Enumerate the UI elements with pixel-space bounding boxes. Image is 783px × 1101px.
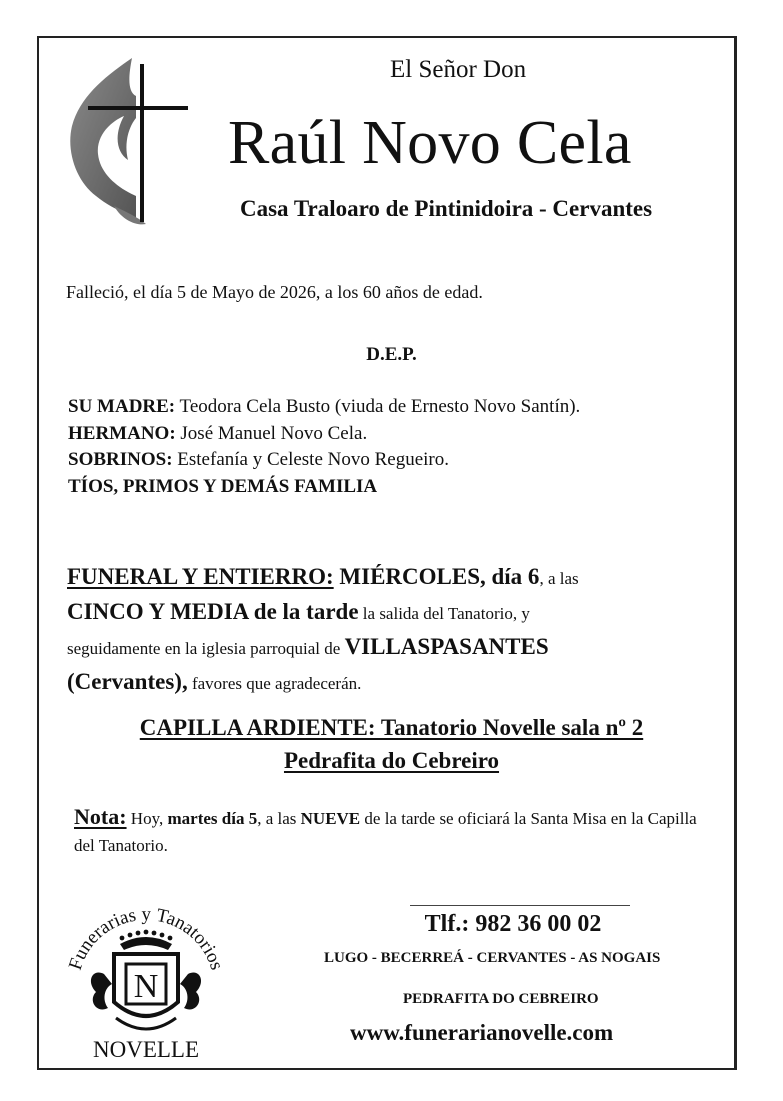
death-notice: Falleció, el día 5 de Mayo de 2026, a los 60 años de edad. bbox=[66, 282, 483, 302]
funeral-time: CINCO Y MEDIA de la tarde bbox=[67, 599, 359, 624]
note-label: Nota: bbox=[74, 804, 127, 829]
phone: Tlf.: 982 36 00 02 bbox=[424, 911, 602, 937]
note-text-2: , a las bbox=[257, 809, 301, 828]
chapel-line-2: Pedrafita do Cebreiro bbox=[283, 748, 500, 773]
funeral-day: MIÉRCOLES bbox=[333, 564, 480, 589]
funeral-line-4 bbox=[67, 665, 707, 700]
family-list bbox=[68, 394, 580, 500]
funeral-place-2: (Cervantes), bbox=[67, 669, 188, 694]
family-mother-value: Teodora Cela Busto (viuda de Ernesto Novo Santín). bbox=[175, 396, 581, 417]
note-day: martes día 5 bbox=[167, 809, 258, 828]
cities: LUGO - BECERREÁ - CERVANTES - AS NOGAIS bbox=[324, 950, 661, 966]
funeral-line-1 bbox=[67, 560, 707, 595]
family-brother-value: José Manuel Novo Cela. bbox=[175, 422, 368, 444]
deceased-name: Raúl Novo Cela bbox=[228, 109, 632, 177]
cross-flame-icon bbox=[66, 56, 191, 226]
family-nephews-label: SOBRINOS: bbox=[68, 449, 173, 470]
dep-text: D.E.P. bbox=[366, 344, 417, 365]
funeral-text-2: la salida del Tanatorio, y bbox=[358, 604, 530, 623]
website-link[interactable]: www.funerarianovelle.com bbox=[350, 1020, 614, 1045]
family-brother-label: HERMANO: bbox=[68, 422, 176, 444]
funeral-text-3: seguidamente en la iglesia parroquial de bbox=[67, 639, 345, 658]
funeral-line-2 bbox=[67, 595, 707, 630]
funeral-date: día 6 bbox=[491, 564, 540, 589]
funeral-place: VILLASPASANTES bbox=[344, 634, 549, 659]
chapel-line-1: CAPILLA ARDIENTE: Tanatorio Novelle sala nº 2 bbox=[139, 715, 644, 740]
note-time: NUEVE bbox=[300, 809, 361, 828]
family-nephews-value: Estefanía y Celeste Novo Regueiro. bbox=[172, 449, 450, 470]
phone-rule bbox=[410, 905, 630, 906]
funeral-info bbox=[67, 560, 707, 700]
seal-arc-text: Funerarias y Tanatorios bbox=[64, 903, 228, 973]
town: PEDRAFITA DO CEBREIRO bbox=[403, 991, 599, 1007]
residence: Casa Traloaro de Pintinidoira - Cervantes bbox=[240, 196, 653, 221]
funeral-text-4: favores que agradecerán. bbox=[187, 674, 362, 693]
funeral-line-3 bbox=[67, 630, 707, 665]
note-text-3: de la tarde se oficiará la Santa Misa en la Capilla del Tanatorio. bbox=[74, 809, 697, 855]
family-brother bbox=[68, 421, 580, 448]
note-text-1: Hoy, bbox=[126, 809, 168, 828]
family-mother bbox=[68, 394, 580, 421]
intro-text: El Señor Don bbox=[390, 56, 527, 83]
funeral-comma: , bbox=[480, 564, 492, 589]
funeral-label: FUNERAL Y ENTIERRO: bbox=[67, 564, 334, 589]
note bbox=[74, 803, 714, 859]
seal-letter: N bbox=[133, 968, 159, 1005]
family-nephews bbox=[68, 447, 580, 474]
family-others: TÍOS, PRIMOS Y DEMÁS FAMILIA bbox=[68, 475, 378, 497]
seal-name: NOVELLE bbox=[92, 1037, 200, 1062]
novelle-crest-logo bbox=[56, 890, 236, 1065]
funeral-text-1: , a las bbox=[539, 569, 579, 588]
family-mother-label: SU MADRE: bbox=[68, 396, 176, 417]
